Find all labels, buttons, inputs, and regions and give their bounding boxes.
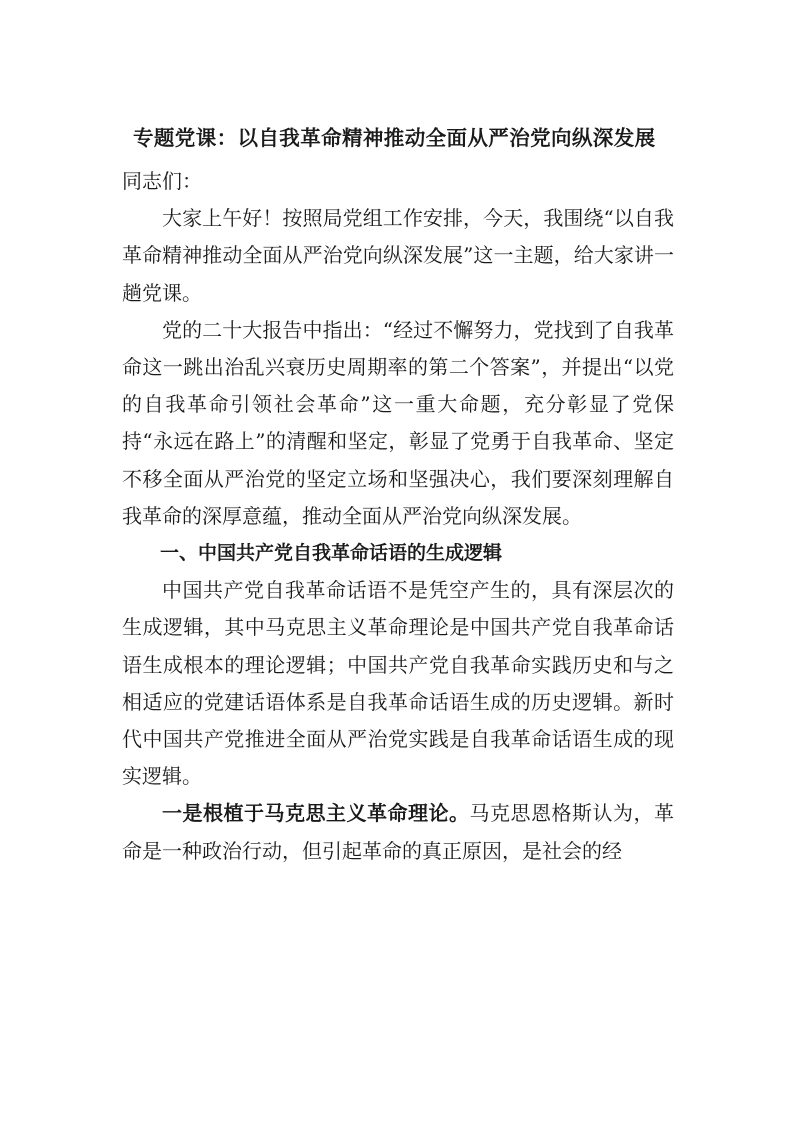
section-heading-1: 一、中国共产党自我革命话语的生成逻辑 — [160, 542, 503, 565]
paragraph-greeting: 大家上午好！按照局党组工作安排，今天，我围绕“以自我革命精神推动全面从严治党向纵深发展”这一主题，给大家讲一趟党课。 — [122, 206, 674, 305]
paragraph-report-quote: 党的二十大报告中指出：“经过不懈努力，党找到了自我革命这一跳出治乱兴衰历史周期率的第二个答案”，并提出“以党的自我革命引领社会革命”这一重大命题，充分彰显了党保持“永远在路上”的清醒和坚定，彰显了党勇于自我革命、坚定不移全面从严治党的坚定立场和坚强决心，我们要深刻理解自我革命的深厚意蕴，推动全面从严治党向纵深发展。 — [122, 317, 674, 528]
document-body — [122, 163, 674, 870]
paragraph-point-1 — [122, 795, 674, 869]
paragraph-generation-logic: 中国共产党自我革命话语不是凭空产生的，具有深层次的生成逻辑，其中马克思主义革命理论是中国共产党自我革命话语生成根本的理论逻辑；中国共产党自我革命实践历史和与之相适应的党建话语体系是自我革命话语生成的历史逻辑。新时代中国共产党推进全面从严治党实践是自我革命话语生成的现实逻辑。 — [122, 578, 674, 789]
point-1-text: 马克思恩格斯认为，革命是一种政治行动，但引起革命的真正原因，是社会的经 — [122, 801, 674, 863]
document-title: 专题党课：以自我革命精神推动全面从严治党向纵深发展 — [133, 126, 656, 150]
point-1-lead: 一是根植于马克思主义革命理论。 — [162, 801, 470, 826]
salutation: 同志们： — [122, 169, 202, 193]
